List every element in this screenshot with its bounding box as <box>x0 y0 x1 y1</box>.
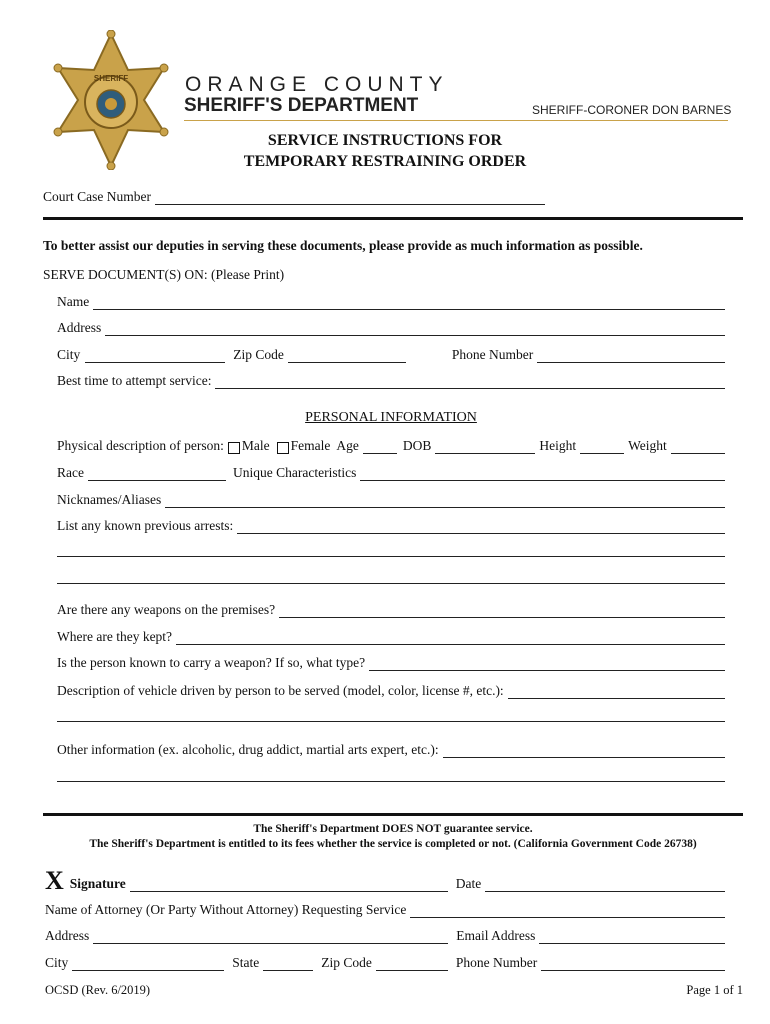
x-mark: X <box>45 866 64 895</box>
court-case-label: Court Case Number <box>43 189 151 204</box>
address-label: Address <box>57 320 102 335</box>
other-info-field-line2[interactable] <box>57 768 725 782</box>
header-rule <box>184 120 728 121</box>
best-time-field[interactable] <box>215 375 725 389</box>
zip-label: Zip Code <box>233 347 284 362</box>
phone-label: Phone Number <box>451 347 534 362</box>
zip-field[interactable] <box>288 349 406 363</box>
male-label: Male <box>241 438 270 453</box>
nicknames-label: Nicknames/Aliases <box>57 492 162 507</box>
notice-line2: The Sheriff's Department is entitled to its fees whether the service is completed or not. (California Government Code 26738) <box>89 838 697 850</box>
name-field[interactable] <box>93 296 725 310</box>
arrests-label: List any known previous arrests: <box>57 518 234 533</box>
arrests-field[interactable] <box>237 520 725 534</box>
requester-city-row <box>45 955 725 971</box>
arrests-row <box>57 518 725 534</box>
department-name: SHERIFF'S DEPARTMENT <box>184 95 419 116</box>
notice-line1: The Sheriff's Department DOES NOT guarantee service. <box>253 823 533 835</box>
weapon-carry-label: Is the person known to carry a weapon? If so, what type? <box>57 655 366 670</box>
form-title-line2: TEMPORARY RESTRAINING ORDER <box>243 153 527 170</box>
name-label: Name <box>57 294 90 309</box>
requester-city-label: City <box>45 955 69 970</box>
signature-row <box>45 866 725 895</box>
state-label: State <box>232 955 260 970</box>
physical-label: Physical description of person: <box>57 438 224 453</box>
city-field[interactable] <box>85 349 225 363</box>
instruction-text: To better assist our deputies in serving these documents, please provide as much information as possible. <box>43 238 643 253</box>
court-case-field[interactable] <box>155 191 545 205</box>
city-label: City <box>57 347 81 362</box>
address-row <box>57 320 725 336</box>
race-field[interactable] <box>88 467 226 481</box>
physical-row <box>57 438 725 454</box>
attorney-row <box>45 902 725 918</box>
attorney-field[interactable] <box>410 904 725 918</box>
weapons-premises-row <box>57 602 725 618</box>
requester-phone-field[interactable] <box>541 957 725 971</box>
form-title-line1: SERVICE INSTRUCTIONS FOR <box>267 132 503 149</box>
address-field[interactable] <box>105 322 725 336</box>
badge-text: SHERIFF <box>93 74 129 83</box>
weapons-kept-label: Where are they kept? <box>57 629 173 644</box>
phone-field[interactable] <box>537 349 725 363</box>
date-field[interactable] <box>485 878 725 892</box>
requester-zip-label: Zip Code <box>321 955 372 970</box>
form-id: OCSD (Rev. 6/2019) <box>45 983 151 997</box>
email-field[interactable] <box>539 930 725 944</box>
female-checkbox[interactable] <box>277 442 289 454</box>
city-row <box>57 347 725 363</box>
requester-address-field[interactable] <box>93 930 448 944</box>
requester-address-row <box>45 928 725 944</box>
weapon-carry-field[interactable] <box>369 657 725 671</box>
bottom-divider <box>43 813 743 816</box>
agency-name: ORANGE COUNTY <box>185 73 449 96</box>
weapons-premises-label: Are there any weapons on the premises? <box>57 602 276 617</box>
requester-phone-label: Phone Number <box>455 955 538 970</box>
weapons-kept-field[interactable] <box>176 631 725 645</box>
attorney-label: Name of Attorney (Or Party Without Attorney) Requesting Service <box>45 902 407 917</box>
unique-label: Unique Characteristics <box>232 465 357 480</box>
male-checkbox[interactable] <box>228 442 240 454</box>
arrests-field-line2[interactable] <box>57 543 725 557</box>
sheriff-name: SHERIFF-CORONER DON BARNES <box>532 103 732 117</box>
race-label: Race <box>57 465 84 480</box>
best-time-label: Best time to attempt service: <box>57 373 212 388</box>
signature-field[interactable] <box>130 878 448 892</box>
signature-label: Signature <box>69 876 126 891</box>
dob-label: DOB <box>402 438 432 453</box>
requester-city-field[interactable] <box>72 957 224 971</box>
weapons-premises-field[interactable] <box>279 604 725 618</box>
top-divider <box>43 217 743 220</box>
race-row <box>57 465 725 481</box>
requester-address-label: Address <box>45 928 90 943</box>
weapons-kept-row <box>57 629 725 645</box>
dob-field[interactable] <box>435 440 535 454</box>
date-label: Date <box>455 876 482 891</box>
state-field[interactable] <box>263 957 313 971</box>
other-info-field[interactable] <box>443 744 725 758</box>
best-time-row <box>57 373 725 389</box>
vehicle-field-line2[interactable] <box>57 708 725 722</box>
name-row <box>57 294 725 310</box>
unique-field[interactable] <box>360 467 725 481</box>
vehicle-label: Description of vehicle driven by person to be served (model, color, license #, etc.): <box>57 683 504 698</box>
court-case-row <box>43 189 545 205</box>
height-label: Height <box>539 438 577 453</box>
age-field[interactable] <box>363 440 397 454</box>
vehicle-field[interactable] <box>508 685 725 699</box>
other-info-row <box>57 742 725 758</box>
nicknames-field[interactable] <box>165 494 725 508</box>
vehicle-row <box>57 683 725 699</box>
nicknames-row <box>57 492 725 508</box>
arrests-field-line3[interactable] <box>57 570 725 584</box>
page-number: Page 1 of 1 <box>686 983 743 997</box>
female-label: Female <box>290 438 331 453</box>
requester-zip-field[interactable] <box>376 957 448 971</box>
weight-label: Weight <box>628 438 667 453</box>
other-info-label: Other information (ex. alcoholic, drug addict, martial arts expert, etc.): <box>57 742 439 757</box>
email-label: Email Address <box>456 928 536 943</box>
age-label: Age <box>336 438 359 453</box>
personal-heading: PERSONAL INFORMATION <box>305 410 477 425</box>
serve-heading: SERVE DOCUMENT(S) ON: (Please Print) <box>43 267 285 282</box>
weight-field[interactable] <box>671 440 725 454</box>
weapon-carry-row <box>57 655 725 671</box>
height-field[interactable] <box>580 440 624 454</box>
